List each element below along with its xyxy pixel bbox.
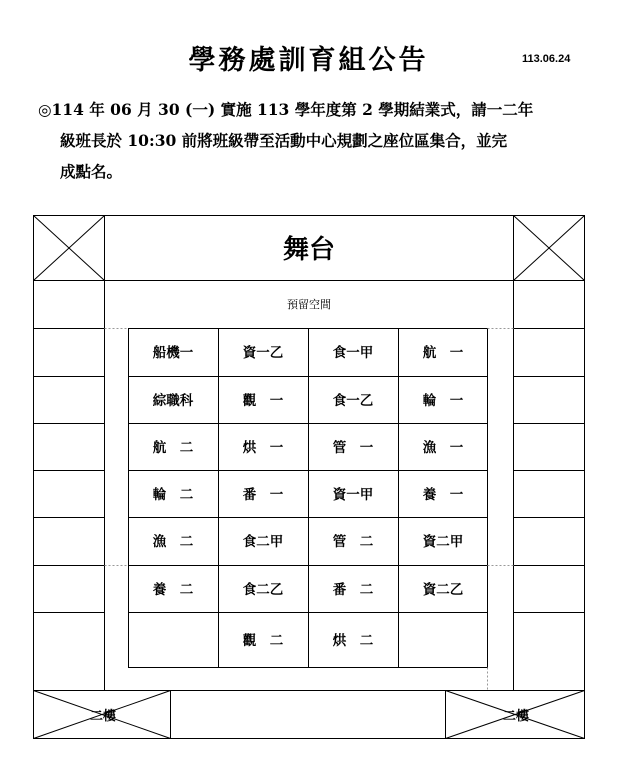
seat-class-label: 輪 二 <box>152 487 194 503</box>
seat-class-label: 輪 一 <box>422 393 464 409</box>
seat-class-label: 漁 二 <box>152 534 194 550</box>
notice-line-1: ◎114 年 06 月 30 (一) 實施 113 學年度第 2 學期結業式，請一二年 <box>38 100 534 119</box>
seat-class-label: 養 二 <box>152 582 194 598</box>
stairs-label-right: 二樓 <box>502 709 530 724</box>
reserved-space-label: 預留空間 <box>287 298 331 311</box>
seat-class-label: 管 二 <box>332 534 374 550</box>
seat-class-label: 食一乙 <box>332 393 374 409</box>
seat-class-label: 資二乙 <box>422 582 464 598</box>
seat-class-label: 烘 一 <box>242 440 284 456</box>
seat-class-label: 食二乙 <box>242 582 284 598</box>
notice-title: 學務處訓育組公告 <box>188 45 429 76</box>
stage-label: 舞台 <box>282 235 336 265</box>
notice-date: 113.06.24 <box>522 53 571 65</box>
seat-class-label: 資二甲 <box>422 534 464 550</box>
seat-class-label: 漁 一 <box>422 440 464 456</box>
stairs-label-left: 二樓 <box>89 709 117 724</box>
seat-class-label: 資一乙 <box>242 345 284 361</box>
seat-class-label: 觀 一 <box>242 393 284 409</box>
notice-line-3: 成點名。 <box>60 162 123 181</box>
seat-class-label: 番 二 <box>332 582 374 598</box>
seat-class-label: 番 一 <box>242 487 284 503</box>
seat-class-label: 航 二 <box>152 440 194 456</box>
seat-class-label: 航 一 <box>422 345 464 361</box>
seat-class-label: 觀 二 <box>242 633 284 649</box>
seat-class-label: 船機一 <box>152 345 194 361</box>
seat-class-label: 綜職科 <box>152 393 194 409</box>
seat-class-label: 管 一 <box>332 440 374 456</box>
seat-class-label: 資一甲 <box>332 487 374 503</box>
seat-class-label: 食二甲 <box>242 534 284 550</box>
seat-class-label: 養 一 <box>422 487 464 503</box>
seat-class-label: 烘 二 <box>332 633 374 649</box>
seat-class-label: 食一甲 <box>332 345 374 361</box>
notice-line-2: 級班長於 10:30 前將班級帶至活動中心規劃之座位區集合，並完 <box>60 131 508 150</box>
